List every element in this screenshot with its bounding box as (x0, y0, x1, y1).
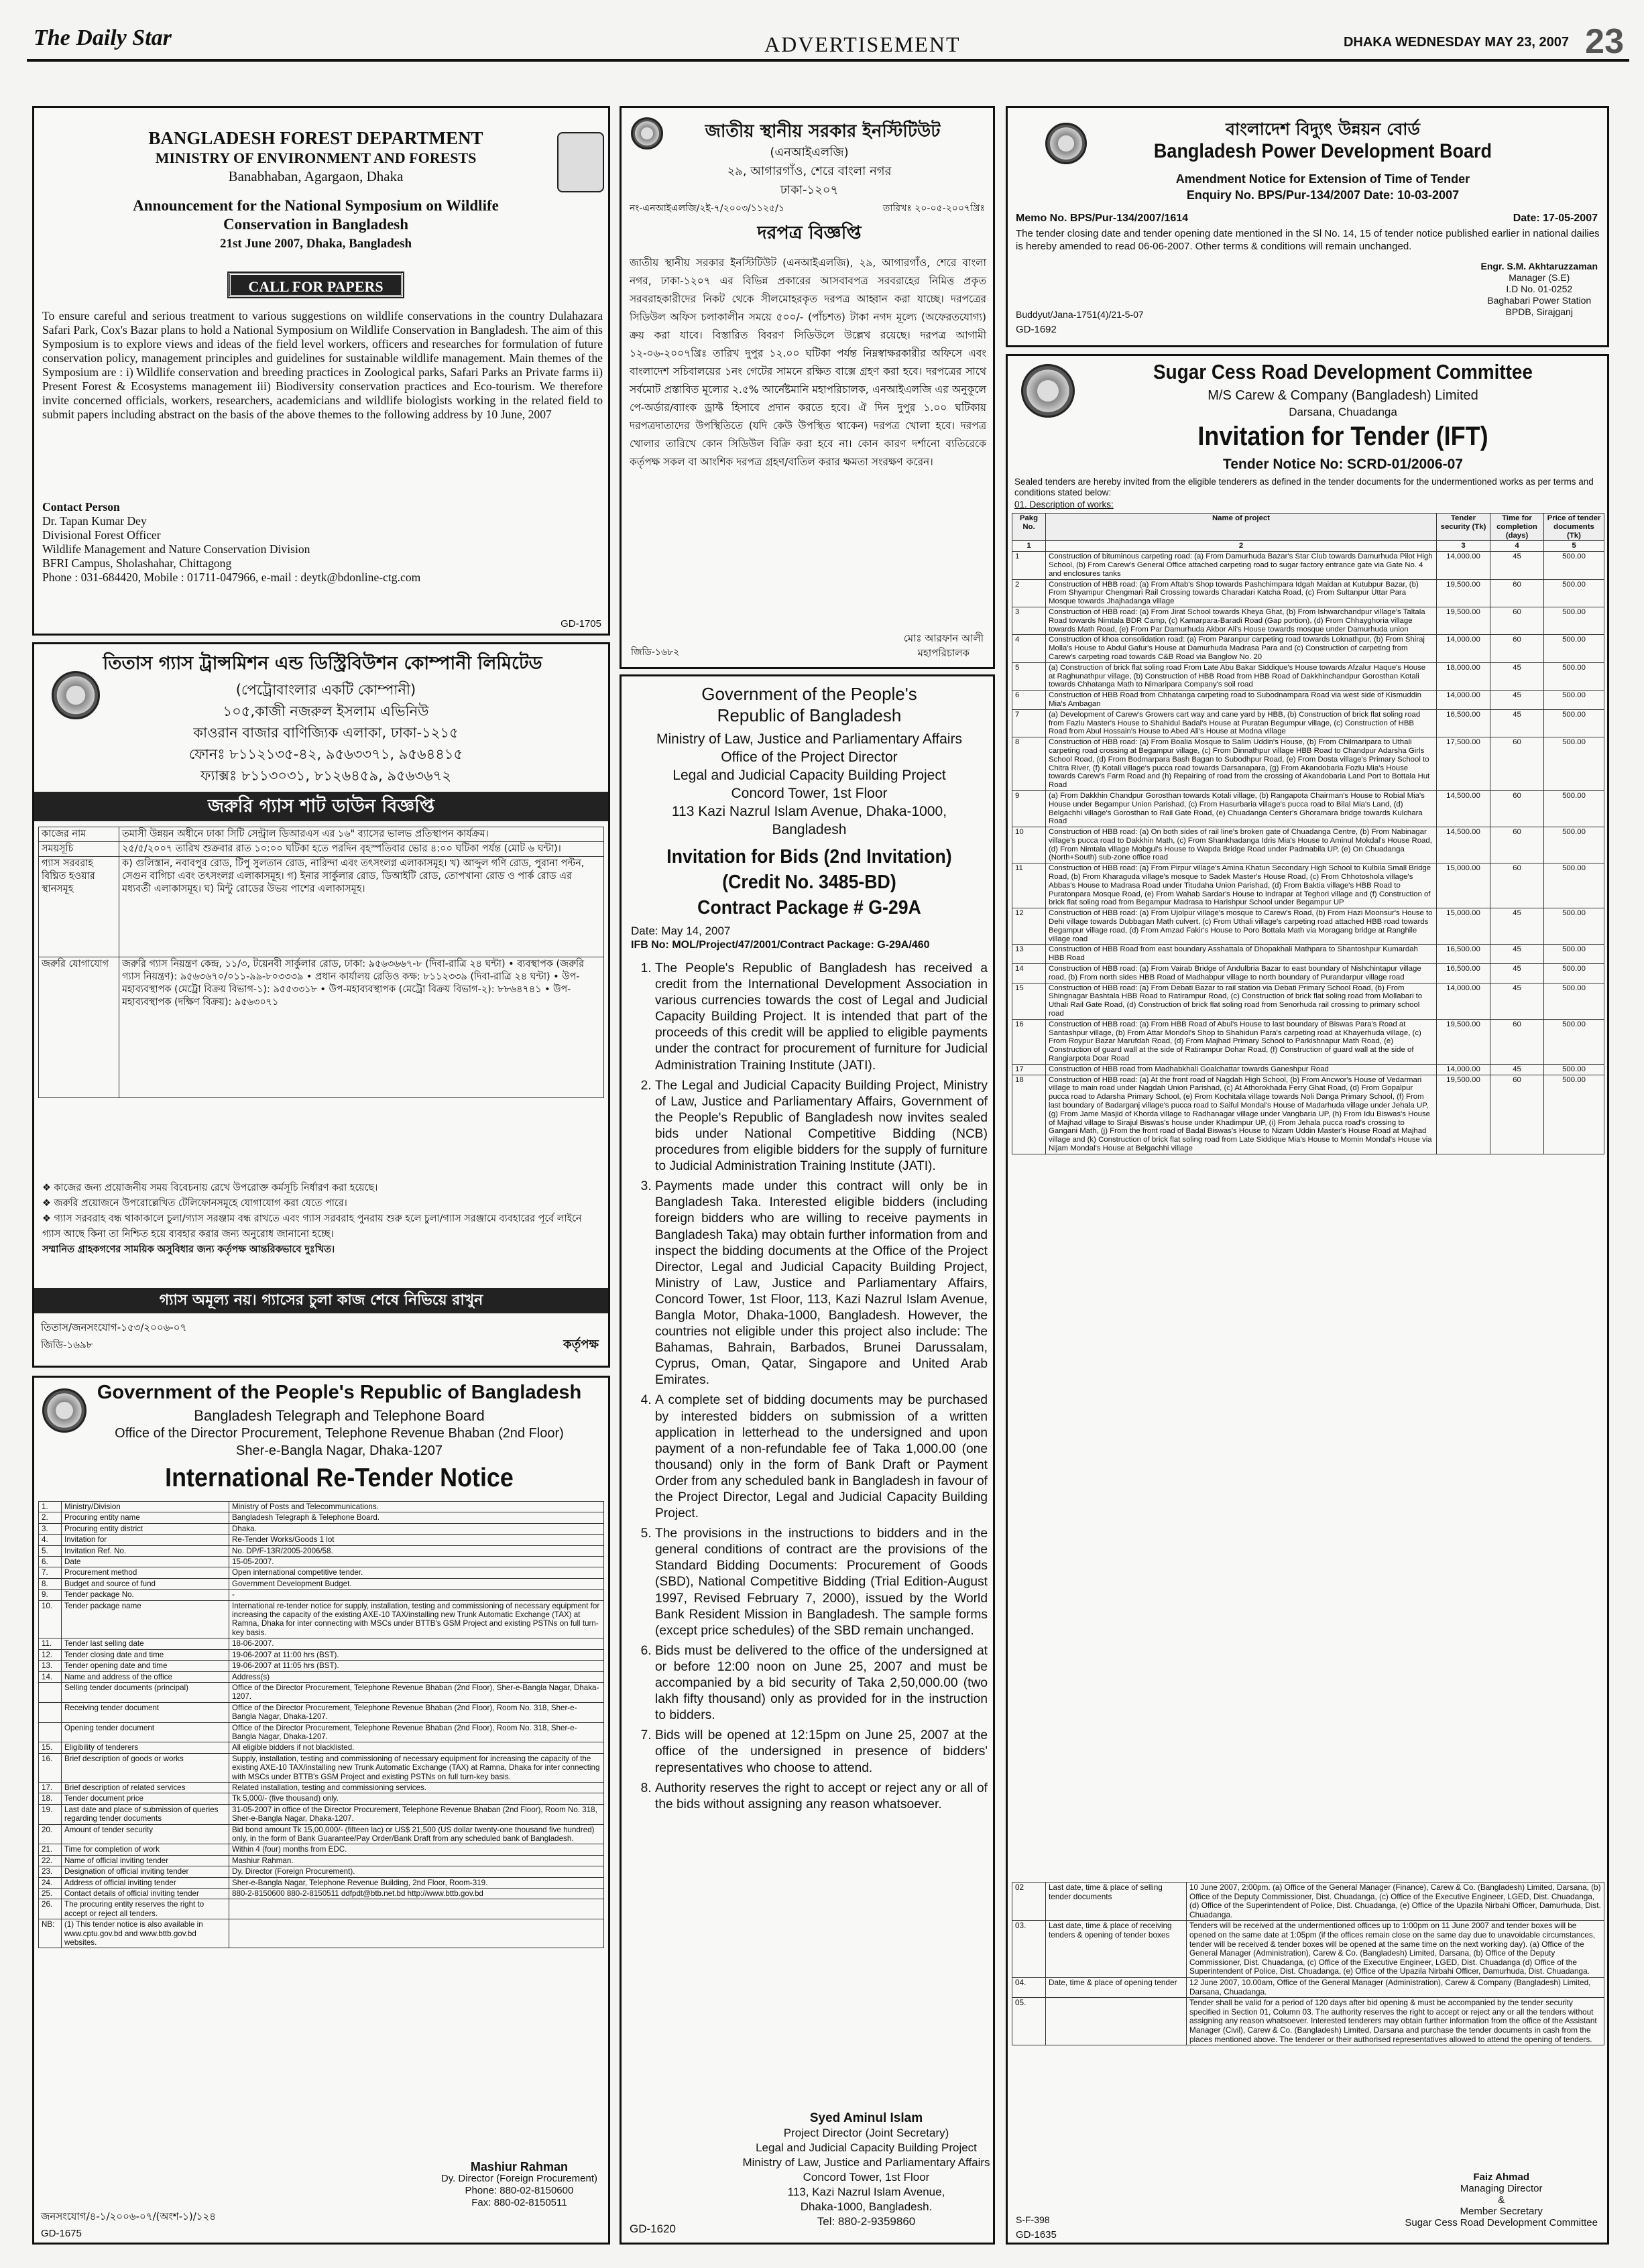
table-cell: 6 (1012, 691, 1046, 710)
table-row (39, 1535, 604, 1545)
table-cell: 1 (1012, 552, 1046, 579)
table-cell: Last date, time & place of receiving tenders & opening of tender boxes (1046, 1921, 1187, 1978)
table-cell: 14,500.00 (1437, 790, 1490, 827)
table-cell: 19,500.00 (1437, 1075, 1490, 1154)
table-cell: Construction of HBB road: (a) From Jirat School towards Kheya Ghat, (b) From Ishwarchandpur village's Taltala Road towards Nimtala BDR Camp, (c) Kamarpara-Baradi Road (Gap portion), (d) From Chhayghoria village towards Math Road, (e) From Par Damurhuda Akbor Ali's House towards mosque under Damurhuda union (1046, 607, 1437, 634)
table-cell: 500.00 (1544, 709, 1604, 737)
table-cell: 16,500.00 (1437, 964, 1490, 983)
table-cell: 500.00 (1544, 827, 1604, 863)
table-row (1012, 1064, 1604, 1075)
table-cell: 18-06-2007. (229, 1638, 604, 1649)
shutdown-table (38, 827, 604, 1098)
list-item: 2. The Legal and Judicial Capacity Building Project, Ministry of Law, Justice and Parliamentary Affairs, Government of the People's Republic of Bangladesh now invites sealed bids under National Competitive Bidding (NCB) procedures from eligible bidders for the supply of furniture to Judicial Administration Training Institute (JATI). (655, 1078, 988, 1175)
bttb-ad: Government of the People's Republic of Bangladesh Bangladesh Telegraph and Telephone Board Office of the Director Procurement, Telephone Revenue Bhaban (2nd Floor) Sher-e-Bangla Nagar, Dhaka-1207 International Re-Tender Notice 1. Ministry/Division Ministry of Posts and Telecommunications. 2. Procuring entity name Bangladesh Telegraph & Telephone Board. 3. Procuring entity district Dhaka. 4. Invitation for Re-Tender Works/Goods 1 lot 5. Invitation Ref. No. No. DP/F-13R/2005-2006/58. 6. Date 15-05-2007. 7. Procurement method Open international competitive tender. 8. Budget and source of fund Government Development Budget. 9. Tender package No. - 10. Tender package name International re-tender notice for supply, installation, testing and commissioning of necessary equipment for increasing the capacity of the existing AXE-10 TAX/installing new Trunk Automatic Exchange (TAX) at Ramna, Dhaka for inter connecting with MSCs under BTTB's GSM Project and existing PSTNs on full turn-key basis. 11. Tender last selling date 18-06-2007. 12. Tender closing date and time 19-06-2007 at 11:00 hrs (BST). 13. Tender opening date and time 19-06-2007 at 11:05 hrs (BST). 14. Name and address of the office Address(s) Selling tender documents (principal) Office of the Director Procurement, Telephone Revenue Bhaban (2nd Floor), Sher-e-Bangla Nagar, Dhaka-1207. Receiving tender document Office of the Director Procurement, Telephone Revenue Bhaban (2nd Floor), Room No. 318, Sher-e-Bangla Nagar, Dhaka-1207. Opening tender document Office of the Director Procurement, Telephone Revenue Bhaban (2nd Floor), Room No. 318, Sher-e-Bangla Nagar, Dhaka-1207. 15. Eligibility of tenderers All eligible bidders if not blacklisted. 16. Brief description of goods or works Supply, installation, testing and commissioning of necessary equipment for increasing the capacity of the existing AXE-10 TAX/installing new Trunk Automatic Exchange (TAX) at Ramna, Dhaka for inter connecting with MSCs under BTTB's GSM Project and existing PSTNs on full turn-key basis. 17. Brief description of related services Related installation, testing and commissioning services. 18. Tender document price Tk 5,000/- (five thousand) only. 19. Last date and place of submission of queries regarding tender documents 31-05-2007 in office of the Director Procurement, Telephone Revenue Bhaban (2nd Floor), Room No. 318, Sher-e-Bangla Nagar, Dhaka-1207. 20. Amount of tender security Bid bond amount Tk 15,00,000/- (fifteen lac) or US$ 21,500 (US dollar twenty-one thousand five hundred) only, in the form of Bank Guarantee/Pay Order/Bank Draft from any scheduled bank of Bangladesh. 21. Time for completion of work Within 4 (four) months from EDC. 22. Name of official inviting tender Mashiur Rahman. 23. Designation of official inviting tender Dy. Director (Foreign Procurement). 24. Address of official inviting tender Sher-e-Bangla Nagar, Telephone Revenue Building, 2nd Floor, Room-319. 25. Contact details of official inviting tender 880-2-8150600 880-2-8150511 ddfpdt@btb.net.bd http://www.bttb.gov.bd 26. The procuring entity reserves the right to accept or reject all tenders. NB: (1) This tender notice is also available in www.cptu.gov.bd and www.bttb.gov.bd websites. Mashiur Rahman Dy. Director (Foreign Procurement) Phone: 880-02-8150600 Fax: 880-02-8150511 জনসংযোগ/৪-১/২০০৬-০৭/(অংশ-১)/১২৪ GD-1675 (32, 1376, 610, 2245)
table-row (1012, 579, 1604, 607)
table-cell: Brief description of related services (62, 1782, 229, 1793)
table-cell: The procuring entity reserves the right to accept or reject all tenders. (62, 1899, 229, 1919)
forest-body: To ensure careful and serious treatment to various suggestions on wildlife conservations in the country Dulahazara Safari Park, Cox's Bazar plans to hold a National Symposium on Wildlife Conservation in Bangladesh. The aim of this Symposium is to explore views and ideas of the field level workers, officers and researches for formulation of future conservation policy, management principles and guidelines for sustainable wildlife management. Main themes of the Symposium are : i) Wildlife conservation and breeding practices in Zoological parks, Safari Parks an Private farms ii) Present Forest & Ecosystems management iii) Biodiversity conservation practices and Eco-tourism. We therefore invite concerned officials, workers, researchers, academicians and wildlife biologists working in the related field to submit papers including abstract on the basis of the above themes to the following address by 10 June, 2007 (42, 309, 603, 421)
table-cell: 14,000.00 (1437, 691, 1490, 710)
table-row (1012, 691, 1604, 710)
table-cell: 19,500.00 (1437, 579, 1490, 607)
table-cell: Related installation, testing and commissioning services. (229, 1782, 604, 1793)
table-cell: 500.00 (1544, 691, 1604, 710)
table-cell: 18,000.00 (1437, 662, 1490, 690)
bpdb-logo-icon (1045, 123, 1087, 164)
table-cell: Construction of bituminous carpeting road: (a) From Damurhuda Bazar's Star Club towards Damurhuda Pilot High School, (b) From Carew's General Office attached carpeting road to sugar factory entrance gate via Gate No. 4 and enclosures tanks (1046, 552, 1437, 579)
table-cell: Eligibility of tenderers (62, 1742, 229, 1753)
table-cell: NB: (39, 1919, 62, 1948)
table-cell: 19,500.00 (1437, 1019, 1490, 1064)
table-row (39, 1866, 604, 1877)
masthead (27, 20, 1629, 62)
table-cell: 880-2-8150600 880-2-8150511 ddfpdt@btb.net.bd http://www.bttb.gov.bd (229, 1889, 604, 1899)
bttb-signature: Mashiur Rahman Dy. Director (Foreign Procurement) Phone: 880-02-8150600 Fax: 880-02-8150511 (441, 2160, 597, 2208)
table-cell: 45 (1490, 552, 1544, 579)
table-row (1012, 1921, 1604, 1978)
table-cell: 5 (1012, 662, 1046, 690)
table-cell: 05. (1012, 1998, 1046, 2045)
titas-name: তিতাস গ্যাস ট্রান্সমিশন এন্ড ডিস্ট্রিবিউশন কোম্পানী লিমিটেড (103, 653, 542, 674)
table-cell: 14,500.00 (1437, 827, 1490, 863)
table-cell: Name of official inviting tender (62, 1855, 229, 1866)
table-row (1012, 709, 1604, 737)
table-cell: 10 June 2007, 2:00pm. (a) Office of the General Manager (Finance), Carew & Co. (Bangladesh) Limited, Darsana, (b) Office of the Deputy Commissioner, Dist. Chuadanga, (c) Office of the Executive Engineer, LGED, Dist. Chuadanga, (d) Office of the Superintendent of Police, Dist. Chuadanga, (e) Office of the Upazila Nirbahi Officer, Damurhuda, Dist. Chuadanga. (1187, 1883, 1604, 1921)
table-row (1012, 662, 1604, 690)
table-row (1012, 1075, 1604, 1154)
table-cell: Last date, time & place of selling tender documents (1046, 1883, 1187, 1921)
table-cell: 500.00 (1544, 908, 1604, 945)
list-item: 7. Bids will be opened at 12:15pm on June 25, 2007 at the office of the undersigned in presence of bidders' representatives who choose to attend. (655, 1728, 988, 1776)
table-cell: 16. (39, 1753, 62, 1782)
table-cell: 60 (1490, 579, 1544, 607)
table-cell: Construction of HBB road: (a) From Ujolpur village's mosque to Carew's Road, (b) From Hazi Moonsur's House to Dehi village towards Dubbagan Math culvert, (c) From Uthali village's carpeting road attached HBB road towards Begampur village road, (d) From Amzad Fakir's House to Poro Bottala Math via Moragang bridge at Ranghile village road (1046, 908, 1437, 945)
table-cell: 12. (39, 1649, 62, 1660)
table-cell: 9 (1012, 790, 1046, 827)
table-row (39, 1557, 604, 1567)
table-cell: 60 (1490, 827, 1544, 863)
table-cell: 19,500.00 (1437, 607, 1490, 634)
table-row (39, 1649, 604, 1660)
table-cell: Tender document price (62, 1793, 229, 1804)
table-cell: Brief description of goods or works (62, 1753, 229, 1782)
table-cell: 20. (39, 1824, 62, 1844)
table-cell: 500.00 (1544, 552, 1604, 579)
table-cell (39, 1702, 62, 1722)
table-cell: Construction of HBB road: (a) From Debati Bazar to rail station via Debati Primary School Road, (b) From Shingnagar Bashtala HBB Road to Ratirampur Road, (c) Construction of brick flat soling road from Mollabari to Uthali Rail Gate Road, (d) Construction of brick flat soling road from Senorhuda rail crossing to primary school road (1046, 983, 1437, 1019)
table-cell: 2 (1012, 579, 1046, 607)
table-cell: 2. (39, 1512, 62, 1523)
table-cell: 12 (1012, 908, 1046, 945)
table-cell: 14 (1012, 964, 1046, 983)
table-cell: 15-05-2007. (229, 1557, 604, 1567)
works-table: Pakg No. Name of project Tender security (Tk) Time for completion (days) Price of tender documents (Tk) 1 2 3 4 5 1 Construction of bituminous carpeting road: (a) From Damurhuda Bazar's Star Club towards Damurhuda Pilot High School, (b) From Carew's General Office attached carpeting road to sugar factory entrance gate via Gate No. 4 and enclosures tanks 14,000.00 45 500.00 2 Construction of HBB road: (a) From Aftab's Shop towards Pashchimpara Idgah Maidan at Kutubpur Bazar, (b) From Shyampur Chengmari Rail Crossing towards Charadari Katcha Road, (c) From Sultanpur Uttar Para Mosque towards Jhajhadanga village 19,500.00 60 500.00 3 Construction of HBB road: (a) From Jirat School towards Kheya Ghat, (b) From Ishwarchandpur village's Taltala Road towards Nimtala BDR Camp, (c) Kamarpara-Baradi Road (Gap portion), (d) From Chhayghoria village towards Math Road, (e) From Par Damurhuda Akbor Ali's House towards mosque under Damurhuda union 19,500.00 60 500.00 4 Construction of khoa consolidation road: (a) From Paranpur carpeting road towards Loknathpur, (b) From Shiraj Molla's House to Abdul Gafur's House at Damurhuda Madrasa Para and (c) Construction of carpeting from Carew's carpeting road towards C&B Road via Banglow No. 20 14,000.00 60 500.00 5 (a) Construction of brick flat soling road From Late Abu Bakar Siddique's House towards Afzalur Haque's House at Raghunathpur village, (b) Construction of HBB Road from HBB Road of Dakkhinchandpur Gorosthan Kotali towards Chhatanga Math to Nimaripara Company's soil road 18,000.00 45 500.00 6 Construction of HBB Road from Chhatanga carpeting road to Subodnampara Road via west side of Kismuddin Mia's Ambagan 14,000.00 45 500.00 7 (a) Development of Carew's Growers cart way and cane yard by HBB, (b) Construction of brick flat soling road from Fazlu Master's House to Shahidul Badal's House at Puratan Begumpur village, (c) Construction of HBB Road from Abul Hossain's House to Abed Ali's House at Modna village 16,500.00 45 500.00 8 Construction of HBB road: (a) From Boalia Mosque to Salim Uddin's House, (b) From Chilmaripara to Uthali carpeting road crossing at Begampur village, (c) From Dinnathpur village HBB Road to Chandpur Adarsha Girls School Road, (d) From Bodmarpara Bash Bagan to Subodhpur Road, (e) From Dosta village's Primary School to Chitra River, (f) Kotali village's pucca road towards Darsanapara, (g) From Akandobaria Fozlu Mia's House towards Carew's Farm Road and (h) Repairing of road from the crossing of Akandobaria Land Port to Bottala Hut Road 17,500.00 60 500.00 9 (a) From Dakkhin Chandpur Gorosthan towards Kotali village, (b) Rangapota Chairman's House to Robial Mia's House under Begampur Union Parishad, (c) From Hasurbaria village's pucca road to Bilal Mia's Land, (d) Belgachhi village's Gorosthan to Rail Gate Road, (e) Chuadanga Center's Ghoramara bridge towards Kulchara Road 14,500.00 60 500.00 10 Construction of HBB road: (a) On both sides of rail line's broken gate of Chuadanga Centre, (b) From Nabinagar village's pucca road to Dakkhin Math, (c) From Shankhadanga Idris Mia's House to Aminul Mokdal's House Road, (d) From Nimtala village Mobgul's House to Wapda Bridge Road under Padmabila UP, (e) On Chuadanga (North+South) sub-zone office road 14,500.00 60 500.00 11 Construction of HBB road: (a) From Pirpur village's Amina Khatun Secondary High School to Kulbila Small Bridge Road, (b) From Kharaguda village's mosque to Sadek Master's House Road, (c) From Chhotoshola village's Abbas's House to Madrasa Road under Titudaha Union Parishad, (d) From Baktia village's HBB Road to Puratonpara Mosque Road, (e) From Wahab Sardar's House to Indrapar at Teghori village and (f) Construction of brick flat soling road from Begampur Madrasa to Harishpur School under Begampur UP 15,000.00 60 500.00 12 Construction of HBB road: (a) From Ujolpur village's mosque to Carew's Road, (b) From Hazi Moonsur's House to Dehi village towards Dubbagan Math culvert, (c) From Uthali village's carpeting road attached HBB road towards Begampur village road, (d) From Amzad Fakir's House to Poro Bottala Math via Moragang bridge at Ranghile village road 15,000.00 45 500.00 13 Construction of HBB Road from east boundary Asshattala of Dhopakhali Mathpara to Shantoshpur Kumardah HBB Road 16,500.00 45 500.00 14 Construction of HBB road: (a) From Vairab Bridge of Andulbria Bazar to east boundary of Nishchintapur village road, (b) From north sides HBB Road of Madhabpur village to north boundary of Purandarpur village road 16,500.00 45 500.00 15 Construction of HBB road: (a) From Debati Bazar to rail station via Debati Primary School Road, (b) From Shingnagar Bashtala HBB Road to Ratirampur Road, (c) Construction of brick flat soling road from Mollabari to Uthali Rail Gate Road, (d) Construction of brick flat soling road from Senorhuda rail crossing to primary school road 14,000.00 45 500.00 16 Construction of HBB road: (a) From HBB Road of Abul's House to last boundary of Biswas Para's Road at Santashpur village, (b) From Attar Mondol's Shop to Shahidun Para's carpeting road at Khayerhuda village, (c) From Roypur Bazar Marufdah Road, (d) From Majhad Primary School to Parkishnapur Math Road, (e) Construction of guard wall at the side of Ratirampur Dohar Road, (f) Construction of guard wall at the side of Rangiarpota Doar Road 19,500.00 60 500.00 17 Construction of HBB road from Madhabkhali Goalchattar towards Ganeshpur Road 14,000.00 45 500.00 18 Construction of HBB road: (a) At the front road of Nagdah High School, (b) From Ancwor's House of Vedarmari village to main road under Nagdah Union Parishad, (c) At Athorokhada Ferry Ghat Road, (d) From Gopalpur pucca road to Adarsha Primary School, (e) From Kochitala village towards Noli Danga Primary School, (f) From last boundary of Badarganj village's pucca road to Saiful Mondal's House of Madarhuda village under Jehala UP, (g) From Jame Masjid of Khorda village to Radhanagar village under Vangbaria UP, (h) From Idu Biswas's House of Majhad village to Sirajul Biswas's house under Khadimpur UP, (i) From Jehala pucca road's crossing to Gangani Math, (j) From the front road of Badal Biswas's House to Nizam Uddin Master's House Road at Majhad village and (k) Construction of brick flat soling road from Late Siddique Mia's House to Momin Mondal's House via Nijam Mondal's House at Belgachhi village 19,500.00 60 500.00 (1012, 513, 1604, 1154)
table-cell: 45 (1490, 964, 1544, 983)
table-row (39, 1638, 604, 1649)
forest-title: BANGLADESH FOREST DEPARTMENT (148, 128, 483, 148)
paper-logo: The Daily Star (34, 25, 172, 50)
table-cell: Address of official inviting tender (62, 1877, 229, 1888)
table-cell: 14,000.00 (1437, 983, 1490, 1019)
table-cell: 7. (39, 1567, 62, 1578)
table-cell: 14. (39, 1671, 62, 1682)
bpdb-title: Bangladesh Power Development Board (1153, 140, 1492, 162)
table-cell: 16,500.00 (1437, 945, 1490, 964)
table-row: জরুরি যোগাযোগ জরুরি গ্যাস নিয়ন্ত্রণ কেন্দ্র, ১১/৩, টয়েনবী সার্কুলার রোড, ঢাকা: ৯৫৬৩৬৬৭-৮ (দিবা-রাত্রি ২৪ ঘন্টা) • ব্যবস্থাপক (জরুরি গ্যাস নিয়ন্ত্রণ): ৯৫৬৩৬৭০/০১১-৯৯-৮০৩৩৩৯ • প্রধান কার্যালয় রেডিও কক্ষ: ৮১১২৩৩৯ (দিবা-রাত্রি ২৪ ঘন্টা) • উপ-মহাব্যবস্থাপক (মেট্রো বিক্রয় বিভাগ-১): ৯৫৫৩৩১৮ • উপ-মহাব্যবস্থাপক (মেট্রো বিক্রয় বিভাগ-২): ৮৮৬৪৭৪১ • উপ-মহাব্যবস্থাপক (দক্ষিণ বিক্রয়): ৯৫৬৩০৭১ (39, 957, 604, 1098)
table-cell: 60 (1490, 1019, 1544, 1064)
table-row (39, 1545, 604, 1556)
table-row (1012, 1977, 1604, 1997)
table-row (1012, 863, 1604, 908)
table-cell: Amount of tender security (62, 1824, 229, 1844)
table-cell: 500.00 (1544, 607, 1604, 634)
table-cell: Construction of HBB Road from Chhatanga carpeting road to Subodnampara Road via west side of Kismuddin Mia's Ambagan (1046, 691, 1437, 710)
terms-table (1012, 1882, 1604, 2045)
sugar-cess-ad: Sugar Cess Road Development Committee M/S Carew & Company (Bangladesh) Limited Darsana, Chuadanga Invitation for Tender (IFT) Tender Notice No: SCRD-01/2006-07 Sealed tenders are hereby invited from the eligible tenderers as defined in the tender documents for the undermentioned works as per terms and conditions stated below: 01. Description of works: Pakg No. Name of project Tender security (Tk) Time for completion (days) Price of tender documents (Tk) 1 2 3 4 5 1 Construction of bituminous carpeting road: (a) From Damurhuda Bazar's Star Club towards Damurhuda Pilot High School, (b) From Carew's General Office attached carpeting road to sugar factory entrance gate via Gate No. 4 and enclosures tanks 14,000.00 45 500.00 2 Construction of HBB road: (a) From Aftab's Shop towards Pashchimpara Idgah Maidan at Kutubpur Bazar, (b) From Shyampur Chengmari Rail Crossing towards Charadari Katcha Road, (c) From Sultanpur Uttar Para Mosque towards Jhajhadanga village 19,500.00 60 500.00 3 Construction of HBB road: (a) From Jirat School towards Kheya Ghat, (b) From Ishwarchandpur village's Taltala Road towards Nimtala BDR Camp, (c) Kamarpara-Baradi Road (Gap portion), (d) From Chhayghoria village towards Math Road, (e) From Par Damurhuda Akbor Ali's House towards mosque under Damurhuda union 19,500.00 60 500.00 4 Construction of khoa consolidation road: (a) From Paranpur carpeting road towards Loknathpur, (b) From Shiraj Molla's House to Abdul Gafur's House at Damurhuda Madrasa Para and (c) Construction of carpeting from Carew's carpeting road towards C&B Road via Banglow No. 20 14,000.00 60 500.00 5 (a) Construction of brick flat soling road From Late Abu Bakar Siddique's House towards Afzalur Haque's House at Raghunathpur village, (b) Construction of HBB Road from HBB Road of Dakkhinchandpur Gorosthan Kotali towards Chhatanga Math to Nimaripara Company's soil road 18,000.00 45 500.00 6 Construction of HBB Road from Chhatanga carpeting road to Subodnampara Road via west side of Kismuddin Mia's Ambagan 14,000.00 45 500.00 7 (a) Development of Carew's Growers cart way and cane yard by HBB, (b) Construction of brick flat soling road from Fazlu Master's House to Shahidul Badal's House at Puratan Begumpur village, (c) Construction of HBB Road from Abul Hossain's House to Abed Ali's House at Modna village 16,500.00 45 500.00 8 Construction of HBB road: (a) From Boalia Mosque to Salim Uddin's House, (b) From Chilmaripara to Uthali carpeting road crossing at Begampur village, (c) From Dinnathpur village HBB Road to Chandpur Adarsha Girls School Road, (d) From Bodmarpara Bash Bagan to Subodhpur Road, (e) From Dosta village's Primary School to Chitra River, (f) Kotali village's pucca road towards Darsanapara, (g) From Akandobaria Fozlu Mia's House towards Carew's Farm Road and (h) Repairing of road from the crossing of Akandobaria Land Port to Bottala Hut Road 17,500.00 60 500.00 9 (a) From Dakkhin Chandpur Gorosthan towards Kotali village, (b) Rangapota Chairman's House to Robial Mia's House under Begampur Union Parishad, (c) From Hasurbaria village's pucca road to Bilal Mia's Land, (d) Belgachhi village's Gorosthan to Rail Gate Road, (e) Chuadanga Center's Ghoramara bridge towards Kulchara Road 14,500.00 60 500.00 10 Construction of HBB road: (a) On both sides of rail line's broken gate of Chuadanga Centre, (b) From Nabinagar village's pucca road to Dakkhin Math, (c) From Shankhadanga Idris Mia's House to Aminul Mokdal's House Road, (d) From Nimtala village Mobgul's House to Wapda Bridge Road under Padmabila UP, (e) On Chuadanga (North+South) sub-zone office road 14,500.00 60 500.00 11 Construction of HBB road: (a) From Pirpur village's Amina Khatun Secondary High School to Kulbila Small Bridge Road, (b) From Kharaguda village's mosque to Sadek Master's House Road, (c) From Chhotoshola village's Abbas's House to Madrasa Road under Titudaha Union Parishad, (d) From Baktia village's HBB Road to Puratonpara Mosque Road, (e) From Wahab Sardar's House to Indrapar at Teghori village and (f) Construction of brick flat soling road from Begampur Madrasa to Harishpur School under Begampur UP 15,000.00 60 500.00 12 Construction of HBB road: (a) From Ujolpur village's mosque to Carew's Road, (b) From Hazi Moonsur's House to Dehi village towards Dubbagan Math culvert, (c) From Uthali village's carpeting road attached HBB road towards Begampur village road, (d) From Amzad Fakir's House to Poro Bottala Math via Moragang bridge at Ranghile village road 15,000.00 45 500.00 13 Construction of HBB Road from east boundary Asshattala of Dhopakhali Mathpara to Shantoshpur Kumardah HBB Road 16,500.00 45 500.00 14 Construction of HBB road: (a) From Vairab Bridge of Andulbria Bazar to east boundary of Nishchintapur village road, (b) From north sides HBB Road of Madhabpur village to north boundary of Purandarpur village road 16,500.00 45 500.00 15 Construction of HBB road: (a) From Debati Bazar to rail station via Debati Primary School Road, (b) From Shingnagar Bashtala HBB Road to Ratirampur Road, (c) Construction of brick flat soling road from Mollabari to Uthali Rail Gate Road, (d) Construction of brick flat soling road from Senorhuda rail crossing to primary school road 14,000.00 45 500.00 16 Construction of HBB road: (a) From HBB Road of Abul's House to last boundary of Biswas Para's Road at Santashpur village, (b) From Attar Mondol's Shop to Shahidun Para's carpeting road at Khayerhuda village, (c) From Roypur Bazar Marufdah Road, (d) From Majhad Primary School to Parkishnapur Math Road, (e) Construction of guard wall at the side of Ratirampur Dohar Road, (f) Construction of guard wall at the side of Rangiarpota Doar Road 19,500.00 60 500.00 17 Construction of HBB road from Madhabkhali Goalchattar towards Ganeshpur Road 14,000.00 45 500.00 18 Construction of HBB road: (a) At the front road of Nagdah High School, (b) From Ancwor's House of Vedarmari village to main road under Nagdah Union Parishad, (c) At Athorokhada Ferry Ghat Road, (d) From Gopalpur pucca road to Adarsha Primary School, (e) From Kochitala village towards Noli Danga Primary School, (f) From last boundary of Badarganj village's pucca road to Saiful Mondal's House of Madarhuda village under Jehala UP, (g) From Jame Masjid of Khorda village to Radhanagar village under Vangbaria UP, (h) From Idu Biswas's House of Majhad village to Sirajul Biswas's house under Khadimpur UP, (i) From Jehala pucca road's crossing to Gangani Math, (j) From the front road of Badal Biswas's House to Nizam Uddin Master's House Road at Majhad village and (k) Construction of brick flat soling road from Late Siddique Mia's House to Momin Mondal's House via Nijam Mondal's House at Belgachhi village 19,500.00 60 500.00 02 Last date, time & place of selling tender documents 10 June 2007, 2:00pm. (a) Office of the General Manager (Finance), Carew & Co. (Bangladesh) Limited, Darsana, (b) Office of the Deputy Commissioner, Dist. Chuadanga, (c) Office of the Executive Engineer, LGED, Dist. Chuadanga, (d) Office of the Superintendent of Police, Dist. Chuadanga, (e) Office of the Upazila Nirbahi Officer, Damurhuda, Dist. Chuadanga. 03. Last date, time & place of receiving tenders & opening of tender boxes Tenders will be received at the undermentioned offices up to 1:00pm on 11 June 2007 and tender boxes will be opened on the same date at 1:05pm (if the offices remain close on the same day due to unavoidable circumstances, tender will be received & tender boxes will be opened at the same time on the next working day). (a) Office of the General Manager (Administration), Carew & Co. (Bangladesh) Limited, Darsana, (b) Office of the Deputy Commissioner, Dist. Chuadanga, (c) Office of the Executive Engineer, LGED, Dist. Chuadanga (d) Office of the Superintendent of Police, Dist. Chuadanga, (e) Office of the Upazila Nirbahi Officer, Damurhuda, Dist. Chuadanga. 04. Date, time & place of opening tender 12 June 2007, 10.00am, Office of the General Manager (Administration), Carew & Company (Bangladesh) Limited, Darsana, Chuadanga. 05. Tender shall be valid for a period of 120 days after bid opening & must be accompanied by the tender security specified in Section 01, Column 03. The authority reserves the right to accept or reject any or all the tenders without assigning any reason whatsoever. Interested tenderers may obtain further information from the office of the Assistant Manager (Civil), Carew & Co. (Bangladesh) Limited, Darsana and purchase the tender documents in cash from the places mentioned above. The tenderer or their authorised representatives allowed to attend the opening of tenders. Faiz Ahmad Managing Director & Member Secretary Sugar Cess Road Development Committee S-F-398 GD-1635 (1006, 354, 1609, 2245)
nilg-title: দরপত্র বিজ্ঞপ্তি (757, 223, 862, 243)
table-cell (39, 1722, 62, 1742)
table-cell: (a) Development of Carew's Growers cart way and cane yard by HBB, (b) Construction of brick flat soling road from Fazlu Master's House to Shahidul Badal's House at Puratan Begumpur village, (c) Construction of HBB Road from Abul Hossain's House to Abed Ali's House at Modna village (1046, 709, 1437, 737)
table-row (1012, 1883, 1604, 1921)
bpdb-signature: Engr. S.M. Akhtaruzzaman Manager (S.E) I.D No. 01-0252 Baghabari Power Station BPDB, Sirajganj (1480, 261, 1598, 317)
list-item: 8. Authority reserves the right to accept or reject any or all of the bids without assigning any reason whatsoever. (655, 1781, 988, 1813)
table-cell: 500.00 (1544, 737, 1604, 791)
table-cell: 500.00 (1544, 863, 1604, 908)
table-cell: Open international competitive tender. (229, 1567, 604, 1578)
table-cell: 45 (1490, 983, 1544, 1019)
re-tender-title: International Re-Tender Notice (165, 1464, 514, 1492)
table-row (39, 1671, 604, 1682)
table-row (1012, 552, 1604, 579)
table-cell: 8 (1012, 737, 1046, 791)
table-cell: 19. (39, 1804, 62, 1824)
table-cell: Office of the Director Procurement, Telephone Revenue Bhaban (2nd Floor), Room No. 318, Sher-e-Bangla Nagar, Dhaka-1207. (229, 1702, 604, 1722)
table-cell: Construction of HBB road: (a) From Pirpur village's Amina Khatun Secondary High School to Kulbila Small Bridge Road, (b) From Kharaguda village's mosque to Sadek Master's House Road, (c) From Chhotoshola village's Abbas's House to Madrasa Road under Titudaha Union Parishad, (d) From Baktia village's HBB Road to Puratonpara Mosque Road, (e) From Wahab Sardar's House to Indrapar at Teghori village and (f) Construction of brick flat soling road from Begampur Madrasa to Harishpur School under Begampur UP (1046, 863, 1437, 908)
table-cell: Construction of HBB road: (a) From Vairab Bridge of Andulbria Bazar to east boundary of Nishchintapur village road, (b) From north sides HBB Road of Madhabpur village to north boundary of Purandarpur village road (1046, 964, 1437, 983)
ift-title: Invitation for Tender (IFT) (1197, 422, 1488, 451)
table-row (1012, 635, 1604, 662)
table-row (39, 1899, 604, 1919)
table-cell: All eligible bidders if not blacklisted. (229, 1742, 604, 1753)
table-cell: Tender closing date and time (62, 1649, 229, 1660)
table-cell: 6. (39, 1557, 62, 1567)
table-cell: 13 (1012, 945, 1046, 964)
table-row (1012, 1019, 1604, 1064)
forest-announcement: Announcement for the National Symposium on Wildlife Conservation in Bangladesh (133, 197, 499, 233)
table-cell: 31-05-2007 in office of the Director Procurement, Telephone Revenue Bhaban (2nd Floor), Room No. 318, Sher-e-Bangla Nagar, Dhaka-1207. (229, 1804, 604, 1824)
table-row (39, 1753, 604, 1782)
table-cell: (a) From Dakkhin Chandpur Gorosthan towards Kotali village, (b) Rangapota Chairman's House to Robial Mia's House under Begampur Union Parishad, (c) From Hasurbaria village's pucca road to Bilal Mia's Land, (d) Belgachhi village's Gorosthan to Rail Gate Road, (e) Chuadanga Center's Ghoramara bridge towards Kulchara Road (1046, 790, 1437, 827)
table-cell: 9. (39, 1590, 62, 1600)
table-cell: Office of the Director Procurement, Telephone Revenue Bhaban (2nd Floor), Sher-e-Bangla Nagar, Dhaka-1207. (229, 1682, 604, 1702)
list-item: 4. A complete set of bidding documents may be purchased by interested bidders on submission of a written application in letterhead to the undersigned and upon payment of a non-refundable fee of Taka 1,000.00 (one thousand) only in the form of Bank Draft or Payment Order from any scheduled bank in Bangladesh in favour of the Project Director, Legal and Judicial Capacity Building Project. (655, 1392, 988, 1522)
table-row (1012, 790, 1604, 827)
table-cell: 10 (1012, 827, 1046, 863)
table-row (39, 1682, 604, 1702)
list-item: 6. Bids must be delivered to the office of the undersigned at or before 12:00 noon on June 25, 2007 and must be accompanied by a bid security of Taka 2,50,000.00 (two lakh fifty thousand) only as provided for in the instruction to bidders. (655, 1643, 988, 1724)
table-cell: 04. (1012, 1977, 1046, 1997)
table-cell: 03. (1012, 1921, 1046, 1978)
table-row (39, 1722, 604, 1742)
table-cell: Contact details of official inviting tender (62, 1889, 229, 1899)
table-cell: Procurement method (62, 1567, 229, 1578)
table-cell: 500.00 (1544, 579, 1604, 607)
table-row (39, 1889, 604, 1899)
table-cell: 500.00 (1544, 983, 1604, 1019)
table-cell: 60 (1490, 863, 1544, 908)
table-cell: 14,000.00 (1437, 635, 1490, 662)
table-cell: 11 (1012, 863, 1046, 908)
table-row (39, 1502, 604, 1512)
table-cell: 500.00 (1544, 945, 1604, 964)
call-for-papers-banner: CALL FOR PAPERS (229, 273, 403, 297)
table-cell: 3 (1012, 607, 1046, 634)
table-row (39, 1804, 604, 1824)
table-cell: Time for completion of work (62, 1844, 229, 1855)
table-cell: 45 (1490, 691, 1544, 710)
table-cell: Mashiur Rahman. (229, 1855, 604, 1866)
table-cell: Designation of official inviting tender (62, 1866, 229, 1877)
table-cell: 8. (39, 1578, 62, 1589)
table-cell: 17. (39, 1782, 62, 1793)
table-cell: 23. (39, 1866, 62, 1877)
table-row (39, 1661, 604, 1671)
list-item: 1. The People's Republic of Bangladesh has received a credit from the International Development Association in various currencies towards the cost of Legal and Judicial Capacity Building Project. It is intended that part of the proceeds of this credit will be applied to eligible payments under the contract for procurement of furniture for Judicial Administration Training Institute (JATI). (655, 961, 988, 1074)
gd-number: GD-1705 (561, 618, 601, 630)
table-cell: Construction of HBB road: (a) On both sides of rail line's broken gate of Chuadanga Centre, (b) From Nabinagar village's pucca road to Dakkhin Math, (c) From Shankhadanga Idris Mia's House to Aminul Mokdal's House Road, (d) From Nimtala village Mobgul's House to Wapda Bridge Road under Padmabila UP, (e) On Chuadanga (North+South) sub-zone office road (1046, 827, 1437, 863)
bpdb-ad: বাংলাদেশ বিদ্যুৎ উন্নয়ন বোর্ড Bangladesh Power Development Board Amendment Notice for Extension of Time of Tender Enquiry No. BPS/Pur-134/2007 Date: 10-03-2007 Memo No. BPS/Pur-134/2007/1614 Date: 17-05-2007 The tender closing date and tender opening date mentioned in the Sl No. 14, 15 of tender notice published earlier in national dailies is hereby amended to read 06-06-2007. Other terms & conditions will remain unchanged. Engr. S.M. Akhtaruzzaman Manager (S.E) I.D No. 01-0252 Baghabari Power Station BPDB, Sirajganj Buddyut/Jana-1751(4)/21-5-07 GD-1692 (1006, 106, 1609, 347)
table-cell: Budget and source of fund (62, 1578, 229, 1589)
table-row (39, 1793, 604, 1804)
table-cell: Construction of HBB road: (a) From Boalia Mosque to Salim Uddin's House, (b) From Chilmaripara to Uthali carpeting road crossing at Begampur village, (c) From Dinnathpur village HBB Road to Chandpur Adarsha Girls School Road, (d) From Bodmarpara Bash Bagan to Subodhpur Road, (e) From Dosta village's Primary School to Chitra River, (f) Kotali village's pucca road towards Darsanapara, (g) From Akandobaria Fozlu Mia's House towards Carew's Farm Road and (h) Repairing of road from the crossing of Akandobaria Land Port to Bottala Hut Road (1046, 737, 1437, 791)
table-cell: Construction of HBB road: (a) At the front road of Nagdah High School, (b) From Ancwor's House of Vedarmari village to main road under Nagdah Union Parishad, (c) At Athorokhada Ferry Ghat Road, (d) From Gopalpur pucca road to Adarsha Primary School, (e) From Kochitala village towards Noli Danga Primary School, (f) From last boundary of Badarganj village's pucca road to Saiful Mondal's House of Madarhuda village under Jehala UP, (g) From Jame Masjid of Khorda village to Radhanagar village under Vangbaria UP, (h) From Idu Biswas's House of Majhad village to Sirajul Biswas's house under Khadimpur UP, (i) From Jehala pucca road's crossing to Gangani Math, (j) From the front road of Badal Biswas's House to Nizam Uddin Master's House Road at Majhad village and (k) Construction of brick flat soling road from Late Siddique Mia's House to Momin Mondal's House via Nijam Mondal's House at Belgachhi village (1046, 1075, 1437, 1154)
table-row (1012, 908, 1604, 945)
table-row (39, 1702, 604, 1722)
table-cell: 3. (39, 1523, 62, 1534)
table-cell: 60 (1490, 635, 1544, 662)
table-cell: 11. (39, 1638, 62, 1649)
table-cell: 12 June 2007, 10.00am, Office of the General Manager (Administration), Carew & Company (Bangladesh) Limited, Darsana, Chuadanga. (1187, 1977, 1604, 1997)
table-cell: 16,500.00 (1437, 709, 1490, 737)
table-cell: 500.00 (1544, 662, 1604, 690)
table-cell: 16 (1012, 1019, 1046, 1064)
table-row (39, 1578, 604, 1589)
table-cell: 19-06-2007 at 11:00 hrs (BST). (229, 1649, 604, 1660)
table-cell: International re-tender notice for supply, installation, testing and commissioning of necessary equipment for increasing the capacity of the existing AXE-10 TAX/installing new Trunk Automatic Exchange (TAX) at Ramna, Dhaka for inter connecting with MSCs under BTTB's GSM Project and existing PSTNs on full turn-key basis. (229, 1600, 604, 1638)
table-cell: Supply, installation, testing and commissioning of necessary equipment for increasing the capacity of the existing AXE-10 TAX/installing new Trunk Automatic Exchange (TAX) at Ramna, Dhaka for inter connecting with MSCs under BTTB's GSM Project and existing PSTNs on full turn-key basis. (229, 1753, 604, 1782)
table-cell: Bid bond amount Tk 15,00,000/- (fifteen lac) or US$ 21,500 (US dollar twenty-one thousand five hundred) only, in the form of Bank Guarantee/Pay Order/Bank Draft from any scheduled bank of Bangladesh. (229, 1824, 604, 1844)
table-row (1012, 945, 1604, 964)
table-cell: 26. (39, 1899, 62, 1919)
sugar-signature: Faiz Ahmad Managing Director & Member Secretary Sugar Cess Road Development Committee (1405, 2171, 1598, 2228)
table-cell: Tk 5,000/- (five thousand) only. (229, 1793, 604, 1804)
table-row (39, 1919, 604, 1948)
table-cell: Date (62, 1557, 229, 1567)
table-row (39, 1600, 604, 1638)
table-cell: Tender last selling date (62, 1638, 229, 1649)
table-cell: 45 (1490, 662, 1544, 690)
table-cell: (a) Construction of brick flat soling road From Late Abu Bakar Siddique's House towards Afzalur Haque's House at Raghunathpur village, (b) Construction of HBB Road from HBB Road of Dakkhinchandpur Gorosthan Kotali towards Chhatanga Math to Nimaripara Company's soil road (1046, 662, 1437, 690)
table-cell: Last date and place of submission of queries regarding tender documents (62, 1804, 229, 1824)
table-cell: Selling tender documents (principal) (62, 1682, 229, 1702)
table-cell: 15,000.00 (1437, 908, 1490, 945)
forest-address: Banabhaban, Agargaon, Dhaka (228, 168, 404, 184)
titas-slogan: গ্যাস অমূল্য নয়। গ্যাসের চুলা কাজ শেষে নিভিয়ে রাখুন (34, 1288, 608, 1313)
table-cell: 45 (1490, 945, 1544, 964)
table-cell: (1) This tender notice is also available in www.cptu.gov.bd and www.bttb.gov.bd websites. (62, 1919, 229, 1948)
law-ministry-ad: Government of the People's Republic of Bangladesh Ministry of Law, Justice and Parliamentary Affairs Office of the Project Director Legal and Judicial Capacity Building Project Concord Tower, 1st Floor 113 Kazi Nazrul Islam Avenue, Dhaka-1000, Bangladesh Invitation for Bids (2nd Invitation) (Credit No. 3485-BD) Contract Package # G-29A Date: May 14, 2007 IFB No: MOL/Project/47/2001/Contract Package: G-29A/460 1. The People's Republic of Bangladesh has received a credit from the International Development Association in various currencies towards the cost of Legal and Judicial Capacity Building Project. It is intended that part of the proceeds of this credit will be applied to eligible payments under the contract for procurement of furniture for Judicial Administration Training Institute (JATI). 2. The Legal and Judicial Capacity Building Project, Ministry of Law, Justice and Parliamentary Affairs, Government of the People's Republic of Bangladesh now invites sealed bids under National Competitive Bidding (NCB) procedures from eligible bidders for the supply of furniture to Judicial Administration Training Institute (JATI). 3. Payments made under this contract will only be in Bangladesh Taka. Interested eligible bidders (including foreign bidders who are willing to receive payments in Bangladesh Taka) may obtain further information from and inspect the bidding documents at the Office of the Project Director, Legal and Judicial Capacity Building Project, Ministry of Law, Justice and Parliamentary Affairs, Concord Tower, 1st Floor, 113, Kazi Nazrul Islam Avenue, Bangla Motor, Dhaka-1000, Bangladesh. However, the countries not eligible under this project also include: The Bahamas, Bahrain, Barbados, Brunei Darussalam, Cyprus, Oman, Qatar, Singapore and United Arab Emirates. 4. A complete set of bidding documents may be purchased by interested bidders on submission of a written application in letterhead to the undersigned and upon payment of a non-refundable fee of Taka 1,000.00 (one thousand) only in the form of Bank Draft or Payment Order from any scheduled bank in Bangladesh in favour of the Project Director, Legal and Judicial Capacity Building Project. 5. The provisions in the instructions to bidders and in the general conditions of contract are the provisions of the Standard Bidding Documents: Procurement of Goods (SBD), National Competitive Bidding (Trial Edition-August 1997, Revised February 7, 2000), issued by the World Bank Resident Mission in Bangladesh. The sample forms (except price schedules) of the SBD remain unchanged. 6. Bids must be delivered to the office of the undersigned at or before 12:00 noon on June 25, 2007 and must be accompanied by a bid security of Taka 2,50,000.00 (two lakh fifty thousand) only as provided for in the instruction to bidders. 7. Bids will be opened at 12:15pm on June 25, 2007 at the office of the undersigned in presence of bidders' representatives who choose to attend. 8. Authority reserves the right to accept or reject any or all of the bids without assigning any reason whatsoever. Syed Aminul Islam Project Director (Joint Secretary) Legal and Judicial Capacity Building Project Ministry of Law, Justice and Parliamentary Affairs Concord Tower, 1st Floor 113, Kazi Nazrul Islam Avenue, Dhaka-1000, Bangladesh. Tel: 880-2-9359860 GD-1620 (620, 674, 995, 2245)
nilg-ad: জাতীয় স্থানীয় সরকার ইনস্টিটিউট (এনআইএলজি) ২৯, আগারগাঁও, শেরে বাংলা নগর ঢাকা-১২০৭ নং-এনআইএলজি/২ই-৭/২০০৩/১১২৫/১ তারিখঃ ২০-০৫-২০০৭খ্রিঃ দরপত্র বিজ্ঞপ্তি জাতীয় স্থানীয় সরকার ইনস্টিটিউট (এনআইএলজি), ২৯, আগারগাঁও, শেরে বাংলা নগর, ঢাকা-১২০৭ এর বিভিন্ন প্রকারের আসবাবপত্র সরবরাহের নিমিত্ত প্রকৃত সরবরাহকারীদের নিকট থেকে সীলমোহরকৃত দরপত্র আহ্বান করা যাচ্ছে। দরপত্রের সিডিউল অফিস চলাকালীন সময়ে ৫০০/- (পাঁচশত) টাকা নগদ মূল্যে (অফেরতযোগ্য) ক্রয় করা যাবে। বিস্তারিত বিবরণ সিডিউলে উল্লেখ রয়েছে। দরপত্র আগামী ১২-০৬-২০০৭খ্রিঃ তারিখ দুপুর ১২.০০ ঘটিকা পর্যন্ত নিম্নস্বাক্ষরকারীর অফিসে এবং বাংলাদেশ সচিবালয়ের ১নং গেটের সামনে রক্ষিত বাক্সে গ্রহণ করা হবে। দরপত্রের সাথে সর্বমোট প্রস্তাবিত মূল্যের ২.৫% আর্নেষ্টমানি মহাপরিচালক, এনআইএলজি এর অনুকূলে পে-অর্ডার/ব্যাংক ড্রাফ্ট হিসাবে প্রদান করতে হবে। ঐ দিন দুপুর ১.০০ ঘটিকায় দরপত্রদাতাদের উপস্থিতিতে (যদি কেউ উপস্থিত থাকেন) দরপত্র খোলা হবে। দরপত্র খোলার তারিখে কোন সিডিউল বিক্রি করা হবে না। কোন কারণ দর্শানো ব্যতিরেকে কর্তৃপক্ষ সকল বা আংশিক দরপত্র গ্রহণ/বাতিল করার ক্ষমতা সংরক্ষণ করেন। জিডি-১৬৮২ মোঃ আরফান আলী মহাপরিচালক (620, 106, 995, 669)
table-cell: 60 (1490, 1075, 1544, 1154)
carew-logo-icon (1021, 364, 1075, 418)
table-cell: Ministry of Posts and Telecommunications. (229, 1502, 604, 1512)
table-cell: Dy. Director (Foreign Procurement). (229, 1866, 604, 1877)
table-cell: 15. (39, 1742, 62, 1753)
table-cell: 500.00 (1544, 1075, 1604, 1154)
table-cell: 500.00 (1544, 635, 1604, 662)
table-cell: 17 (1012, 1064, 1046, 1075)
table-cell: 60 (1490, 737, 1544, 791)
table-cell: Within 4 (four) months from EDC. (229, 1844, 604, 1855)
table-cell: Invitation Ref. No. (62, 1545, 229, 1556)
table-row (1012, 827, 1604, 863)
section-title: ADVERTISEMENT (764, 32, 961, 56)
table-cell: Invitation for (62, 1535, 229, 1545)
table-cell: Address(s) (229, 1671, 604, 1682)
table-row: সময়সূচি ২৫/৫/২০০৭ তারিখ শুক্রবার রাত ১০:০০ ঘটিকা হতে পরদিন বৃহস্পতিবার ভোর ৪:০০ ঘটিকা পর্যন্ত (মোট ৬ ঘন্টা)। (39, 842, 604, 857)
titas-gas-ad: তিতাস গ্যাস ট্রান্সমিশন এন্ড ডিস্ট্রিবিউশন কোম্পানী লিমিটেড (পেট্রোবাংলার একটি কোম্পানী) ১০৫,কাজী নজরুল ইসলাম এভিনিউ কাওরান বাজার বাণিজ্যিক এলাকা, ঢাকা-১২১৫ ফোনঃ ৮১১২১৩৫-৪২, ৯৫৬৩৩৭১, ৯৫৬৪৪১৫ ফ্যাক্সঃ ৮১১৩০৩১, ৮১২৬৪৫৯, ৯৫৬৩৬৭২ জরুরি গ্যাস শাট ডাউন বিজ্ঞপ্তি কাজের নাম তমাসী উন্নয়ন অধীনে ঢাকা সিটি সেন্ট্রাল ডিআরএস এর ১৬" ব্যাসের ভালভ প্রতিস্থাপন কার্যক্রম। সময়সূচি ২৫/৫/২০০৭ তারিখ শুক্রবার রাত ১০:০০ ঘটিকা হতে পরদিন বৃহস্পতিবার ভোর ৪:০০ ঘটিকা পর্যন্ত (মোট ৬ ঘন্টা)। গ্যাস সরবরাহ বিঘ্নিত হওয়ার স্থানসমূহ ক) গুলিস্তান, নবাবপুর রোড, টিপু সুলতান রোড, নারিন্দা এবং তৎসংলগ্ন এলাকাসমূহ। খ) আব্দুল গণি রোড, পুরানা পল্টন, সেগুন বাগিচা এবং তৎসংলগ্ন এলাকাসমূহ। গ) ইনার সার্কুলার রোড, ডিআইটি রোড, তোপখানা রোড ও পার্ক রোড এর মধ্যবর্তী এলাকাসমূহ। ঘ) মিন্টু রোডের উভয় পাশের এলাকাসমূহ। জরুরি যোগাযোগ জরুরি গ্যাস নিয়ন্ত্রণ কেন্দ্র, ১১/৩, টয়েনবী সার্কুলার রোড, ঢাকা: ৯৫৬৩৬৬৭-৮ (দিবা-রাত্রি ২৪ ঘন্টা) • ব্যবস্থাপক (জরুরি গ্যাস নিয়ন্ত্রণ): ৯৫৬৩৬৭০/০১১-৯৯-৮০৩৩৩৯ • প্রধান কার্যালয় রেডিও কক্ষ: ৮১১২৩৩৯ (দিবা-রাত্রি ২৪ ঘন্টা) • উপ-মহাব্যবস্থাপক (মেট্রো বিক্রয় বিভাগ-১): ৯৫৫৩৩১৮ • উপ-মহাব্যবস্থাপক (মেট্রো বিক্রয় বিভাগ-২): ৮৮৬৪৭৪১ • উপ-মহাব্যবস্থাপক (দক্ষিণ বিক্রয়): ৯৫৬৩০৭১ ❖ কাজের জন্য প্রয়োজনীয় সময় বিবেচনায় রেখে উপরোক্ত কর্মসূচি নির্ধারণ করা হয়েছে। ❖ জরুরি প্রয়োজনে উপরোল্লেখিত টেলিফোনসমূহে যোগাযোগ করা যেতে পারে। ❖ গ্যাস সরবরাহ বন্ধ থাকাকালে চুলা/গ্যাস সরঞ্জাম বন্ধ রাখতে এবং গ্যাস সরবরাহ পুনরায় শুরু হলে চুলা/গ্যাস সরঞ্জামে ব্যবহারের পূর্বে লাইনে গ্যাস আছে কিনা তা নিশ্চিত হয়ে ব্যবহার করার জন্য অনুরোধ জানানো হচ্ছে। সম্মানিত গ্রাহকগণের সাময়িক অসুবিধার জন্য কর্তৃপক্ষ আন্তরিকভাবে দুঃখিত। গ্যাস অমূল্য নয়। গ্যাসের চুলা কাজ শেষে নিভিয়ে রাখুন তিতাস/জনসংযোগ-১৫৩/২০০৬-০৭ জিডি-১৬৯৮ কর্তৃপক্ষ (32, 642, 610, 1368)
table-cell: Tender shall be valid for a period of 120 days after bid opening & must be accompanied by the tender security specified in Section 01, Column 03. The authority reserves the right to accept or reject any or all the tenders without assigning any reason whatsoever. Interested tenderers may obtain further information from the office of the Assistant Manager (Civil), Carew & Co. (Bangladesh) Limited, Darsana and purchase the tender documents in cash from the places mentioned above. The tenderer or their authorised representatives allowed to attend the opening of tenders. (1187, 1998, 1604, 2045)
table-row (39, 1855, 604, 1866)
law-signature: Syed Aminul Islam Project Director (Joint Secretary) Legal and Judicial Capacity Building Project Ministry of Law, Justice and Parliamentary Affairs Concord Tower, 1st Floor 113, Kazi Nazrul Islam Avenue, Dhaka-1000, Bangladesh. Tel: 880-2-9359860 (742, 2111, 990, 2228)
table-cell: 15 (1012, 983, 1046, 1019)
table-cell (229, 1919, 604, 1948)
table-cell: 60 (1490, 607, 1544, 634)
table-row: কাজের নাম তমাসী উন্নয়ন অধীনে ঢাকা সিটি সেন্ট্রাল ডিআরএস এর ১৬" ব্যাসের ভালভ প্রতিস্থাপন কার্যক্রম। (39, 827, 604, 842)
table-cell: 14,000.00 (1437, 552, 1490, 579)
table-cell: 7 (1012, 709, 1046, 737)
table-cell: Re-Tender Works/Goods 1 lot (229, 1535, 604, 1545)
table-cell: Construction of HBB Road from east boundary Asshattala of Dhopakhali Mathpara to Shantoshpur Kumardah HBB Road (1046, 945, 1437, 964)
table-cell: 02 (1012, 1883, 1046, 1921)
forest-date: 21st June 2007, Dhaka, Bangladesh (219, 237, 412, 251)
table-cell: 500.00 (1544, 964, 1604, 983)
table-row (39, 1523, 604, 1534)
table-cell: Receiving tender document (62, 1702, 229, 1722)
table-cell: Opening tender document (62, 1722, 229, 1742)
table-cell: Government Development Budget. (229, 1578, 604, 1589)
table-cell: 17,500.00 (1437, 737, 1490, 791)
table-cell: 21. (39, 1844, 62, 1855)
table-cell: Sher-e-Bangla Nagar, Telephone Revenue Building, 2nd Floor, Room-319. (229, 1877, 604, 1888)
table-cell: 500.00 (1544, 790, 1604, 827)
table-cell (229, 1899, 604, 1919)
table-cell: Construction of khoa consolidation road: (a) From Paranpur carpeting road towards Loknathpur, (b) From Shiraj Molla's House to Abdul Gafur's House at Damurhuda Madrasa Para and (c) Construction of carpeting from Carew's carpeting road towards C&B Road via Banglow No. 20 (1046, 635, 1437, 662)
table-cell: Tender package name (62, 1600, 229, 1638)
table-cell: 13. (39, 1661, 62, 1671)
table-cell: 500.00 (1544, 1064, 1604, 1075)
table-row (39, 1844, 604, 1855)
forest-logo-icon (557, 132, 604, 192)
table-cell: Construction of HBB road from Madhabkhali Goalchattar towards Ganeshpur Road (1046, 1064, 1437, 1075)
table-cell (39, 1682, 62, 1702)
table-cell (1046, 1998, 1187, 2045)
table-cell: - (229, 1590, 604, 1600)
table-row (1012, 607, 1604, 634)
table-cell: 4 (1012, 635, 1046, 662)
bttb-table (38, 1501, 604, 1948)
table-cell: 45 (1490, 1064, 1544, 1075)
ifb-title: Invitation for Bids (2nd Invitation) (Credit No. 3485-BD) Contract Package # G-29A (666, 846, 952, 918)
table-cell: 1. (39, 1502, 62, 1512)
titas-notes: ❖ কাজের জন্য প্রয়োজনীয় সময় বিবেচনায় রেখে উপরোক্ত কর্মসূচি নির্ধারণ করা হয়েছে। ❖ জরুরি প্রয়োজনে উপরোল্লেখিত টেলিফোনসমূহে যোগাযোগ করা যেতে পারে। ❖ গ্যাস সরবরাহ বন্ধ থাকাকালে চুলা/গ্যাস সরঞ্জাম বন্ধ রাখতে এবং গ্যাস সরবরাহ পুনরায় শুরু হলে চুলা/গ্যাস সরঞ্জামে ব্যবহারের পূর্বে লাইনে গ্যাস আছে কিনা তা নিশ্চিত হয়ে ব্যবহার করার জন্য অনুরোধ জানানো হচ্ছে। সম্মানিত গ্রাহকগণের সাময়িক অসুবিধার জন্য কর্তৃপক্ষ আন্তরিকভাবে দুঃখিত। (42, 1183, 582, 1255)
nilg-body: জাতীয় স্থানীয় সরকার ইনস্টিটিউট (এনআইএলজি), ২৯, আগারগাঁও, শেরে বাংলা নগর, ঢাকা-১২০৭ এর বিভিন্ন প্রকারের আসবাবপত্র সরবরাহের নিমিত্ত প্রকৃত সরবরাহকারীদের নিকট থেকে সীলমোহরকৃত দরপত্র আহ্বান করা যাচ্ছে। দরপত্রের সিডিউল অফিস চলাকালীন সময়ে ৫০০/- (পাঁচশত) টাকা নগদ মূল্যে (অফেরতযোগ্য) ক্রয় করা যাবে। বিস্তারিত বিবরণ সিডিউলে উল্লেখ রয়েছে। দরপত্র আগামী ১২-০৬-২০০৭খ্রিঃ তারিখ দুপুর ১২.০০ ঘটিকা পর্যন্ত নিম্নস্বাক্ষরকারীর অফিসে এবং বাংলাদেশ সচিবালয়ের ১নং গেটের সামনে রক্ষিত বাক্সে গ্রহণ করা হবে। দরপত্রের সাথে সর্বমোট প্রস্তাবিত মূল্যের ২.৫% আর্নেষ্টমানি মহাপরিচালক, এনআইএলজি এর অনুকূলে পে-অর্ডার/ব্যাংক ড্রাফ্ট হিসাবে প্রদান করতে হবে। ঐ দিন দুপুর ১.০০ ঘটিকায় দরপত্রদাতাদের উপস্থিতিতে (যদি কেউ উপস্থিত থাকেন) দরপত্র খোলা হবে। দরপত্র খোলার তারিখে কোন সিডিউল বিক্রি করা হবে না। কোন কারণ দর্শানো ব্যতিরেকে কর্তৃপক্ষ সকল বা আংশিক দরপত্র গ্রহণ/বাতিল করার ক্ষমতা সংরক্ষণ করেন। (630, 257, 986, 468)
table-cell: 45 (1490, 709, 1544, 737)
table-cell: Procuring entity name (62, 1512, 229, 1523)
table-cell: Procuring entity district (62, 1523, 229, 1534)
table-cell: Construction of HBB road: (a) From HBB Road of Abul's House to last boundary of Biswas Para's Road at Santashpur village, (b) From Attar Mondol's Shop to Shahidun Para's carpeting road at Khayerhuda village, (c) From Roypur Bazar Marufdah Road, (d) From Majhad Primary School to Parkishnapur Math Road, (e) Construction of guard wall at the side of Ratirampur Dohar Road, (f) Construction of guard wall at the side of Rangiarpota Doar Road (1046, 1019, 1437, 1064)
page-number: 23 (1585, 22, 1624, 61)
table-row (39, 1877, 604, 1888)
table-cell: 18 (1012, 1075, 1046, 1154)
table-cell: Office of the Director Procurement, Telephone Revenue Bhaban (2nd Floor), Room No. 318, Sher-e-Bangla Nagar, Dhaka-1207. (229, 1722, 604, 1742)
shutdown-banner: জরুরি গ্যাস শাট ডাউন বিজ্ঞপ্তি (34, 792, 608, 821)
table-cell: 60 (1490, 790, 1544, 827)
table-row (39, 1567, 604, 1578)
table-cell: 15,000.00 (1437, 863, 1490, 908)
ifb-items (630, 961, 988, 1817)
table-cell: Bangladesh Telegraph & Telephone Board. (229, 1512, 604, 1523)
forest-ministry: MINISTRY OF ENVIRONMENT AND FORESTS (155, 150, 477, 166)
list-item: 3. Payments made under this contract will only be in Bangladesh Taka. Interested eligible bidders (including foreign bidders who are willing to receive payments in Bangladesh Taka) may obtain further information from and inspect the bidding documents at the Office of the Project Director, Legal and Judicial Capacity Building Project, Ministry of Law, Justice and Parliamentary Affairs, Concord Tower, 1st Floor, 113, Kazi Nazrul Islam Avenue, Bangla Motor, Dhaka-1000, Bangladesh. However, the countries not eligible under this project also include: The Bahamas, Bahrain, Barbados, Brunei Darussalam, Cyprus, Oman, Qatar, Singapore and United Arab Emirates. (655, 1179, 988, 1388)
table-cell: 10. (39, 1600, 62, 1638)
table-row (1012, 983, 1604, 1019)
table-cell: 18. (39, 1793, 62, 1804)
table-row (39, 1824, 604, 1844)
forest-contact: Contact Person Dr. Tapan Kumar Dey Divisional Forest Officer Wildlife Management and Nature Conservation Division BFRI Campus, Sholashahar, Chittagong Phone : 031-684420, Mobile : 01711-047966, e-mail : deytk@bdonline-ctg.com (42, 500, 421, 584)
table-cell: Tender package No. (62, 1590, 229, 1600)
table-cell: 45 (1490, 908, 1544, 945)
table-row: গ্যাস সরবরাহ বিঘ্নিত হওয়ার স্থানসমূহ ক) গুলিস্তান, নবাবপুর রোড, টিপু সুলতান রোড, নারিন্দা এবং তৎসংলগ্ন এলাকাসমূহ। খ) আব্দুল গণি রোড, পুরানা পল্টন, সেগুন বাগিচা এবং তৎসংলগ্ন এলাকাসমূহ। গ) ইনার সার্কুলার রোড, ডিআইটি রোড, তোপখানা রোড ও পার্ক রোড এর মধ্যবর্তী এলাকাসমূহ। ঘ) মিন্টু রোডের উভয় পাশের এলাকাসমূহ। (39, 857, 604, 957)
table-cell: 22. (39, 1855, 62, 1866)
table-cell: Date, time & place of opening tender (1046, 1977, 1187, 1997)
list-item: 5. The provisions in the instructions to bidders and in the general conditions of contract are the provisions of the Standard Bidding Documents: Procurement of Goods (SBD), National Competitive Bidding (Trial Edition-August 1997, Revised February 7, 2000), issued by the World Bank Resident Mission in Bangladesh. The sample forms (except price schedules) of the SBD remain unchanged. (655, 1526, 988, 1639)
table-row (1012, 1998, 1604, 2045)
table-cell: Name and address of the office (62, 1671, 229, 1682)
table-cell: 25. (39, 1889, 62, 1899)
forest-dept-ad (32, 106, 610, 636)
table-row (39, 1512, 604, 1523)
issue-date: DHAKA WEDNESDAY MAY 23, 2007 (1343, 35, 1569, 50)
table-row (1012, 737, 1604, 791)
table-cell: 14,000.00 (1437, 1064, 1490, 1075)
table-cell: 19-06-2007 at 11:05 hrs (BST). (229, 1661, 604, 1671)
table-row (39, 1782, 604, 1793)
table-cell: Tender opening date and time (62, 1661, 229, 1671)
table-cell: Ministry/Division (62, 1502, 229, 1512)
table-row (1012, 964, 1604, 983)
table-row (39, 1742, 604, 1753)
table-cell: 5. (39, 1545, 62, 1556)
table-cell: Construction of HBB road: (a) From Aftab's Shop towards Pashchimpara Idgah Maidan at Kutubpur Bazar, (b) From Shyampur Chengmari Rail Crossing towards Charadari Katcha Road, (c) From Sultanpur Uttar Para Mosque towards Jhajhadanga village (1046, 579, 1437, 607)
table-cell: 24. (39, 1877, 62, 1888)
table-cell: Tenders will be received at the undermentioned offices up to 1:00pm on 11 June 2007 and tender boxes will be opened on the same date at 1:05pm (if the offices remain close on the same day due to unavoidable circumstances, tender will be received & tender boxes will be opened at the same time on the next working day). (a) Office of the General Manager (Administration), Carew & Co. (Bangladesh) Limited, Darsana, (b) Office of the Deputy Commissioner, Dist. Chuadanga, (c) Office of the Executive Engineer, LGED, Dist. Chuadanga (d) Office of the Superintendent of Police, Dist. Chuadanga, (e) Office of the Upazila Nirbahi Officer, Damurhuda, Dist. Chuadanga. (1187, 1921, 1604, 1978)
table-row (39, 1590, 604, 1600)
table-cell: No. DP/F-13R/2005-2006/58. (229, 1545, 604, 1556)
table-cell: Dhaka. (229, 1523, 604, 1534)
table-cell: 4. (39, 1535, 62, 1545)
table-cell: 500.00 (1544, 1019, 1604, 1064)
